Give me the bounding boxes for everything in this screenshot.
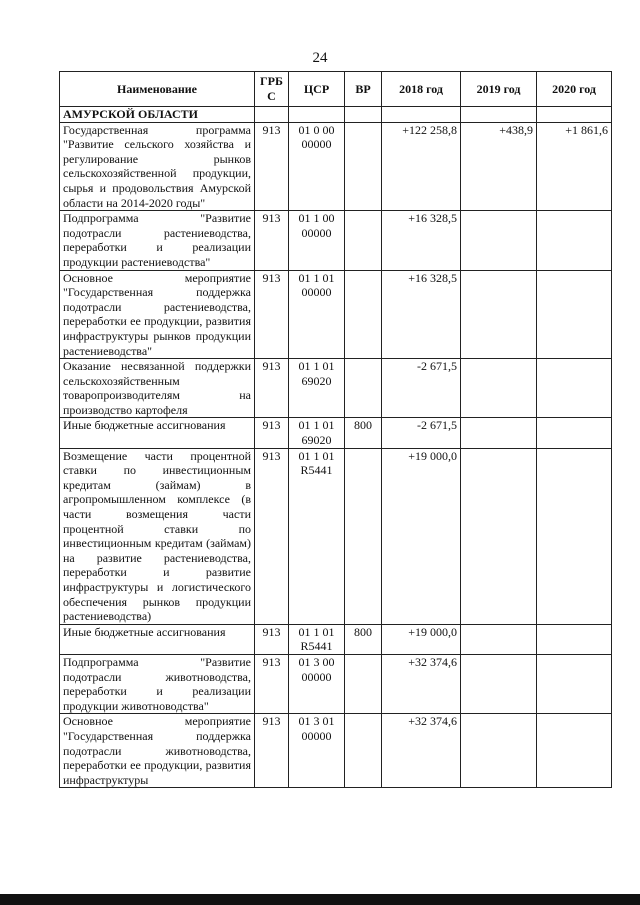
row-2018: +122 258,8 <box>382 122 461 211</box>
row-2019 <box>461 448 537 624</box>
header-csr: ЦСР <box>289 72 345 107</box>
region-cell <box>382 107 461 123</box>
page-number: 24 <box>312 50 328 66</box>
row-grbs: 913 <box>255 122 289 211</box>
row-name: Возмещение части процентной ставки по инвестиционным кредитам (займам) в агропромышленном комплексе (в части возмещения части процентной ставки по инвестиционным кредитам (займам) на развитие растениеводства, переработки и развитие инфраструктуры и логистического обеспечения рынков продукции растениеводства) <box>60 448 255 624</box>
row-csr: 01 1 01 00000 <box>289 270 345 359</box>
row-2019 <box>461 270 537 359</box>
row-2020 <box>537 654 612 713</box>
row-grbs: 913 <box>255 418 289 448</box>
row-vr <box>345 448 382 624</box>
row-name: Иные бюджетные ассигнования <box>60 418 255 448</box>
table-row <box>60 122 612 211</box>
row-2020 <box>537 624 612 654</box>
table-row <box>60 714 612 788</box>
row-csr: 01 3 00 00000 <box>289 654 345 713</box>
row-csr: 01 0 00 00000 <box>289 122 345 211</box>
row-2020: +1 861,6 <box>537 122 612 211</box>
row-grbs: 913 <box>255 270 289 359</box>
table-row <box>60 270 612 359</box>
row-2018: +16 328,5 <box>382 211 461 270</box>
row-2019 <box>461 624 537 654</box>
row-name: Оказание несвязанной поддержки сельскохозяйственным товаропроизводителям на производство картофеля <box>60 359 255 418</box>
row-vr <box>345 714 382 788</box>
table-row <box>60 448 612 624</box>
row-name: Основное мероприятие "Государственная поддержка подотрасли животноводства, переработки ее продукции, развития инфраструктуры <box>60 714 255 788</box>
row-2019 <box>461 211 537 270</box>
row-csr: 01 3 01 00000 <box>289 714 345 788</box>
row-2018: -2 671,5 <box>382 418 461 448</box>
row-vr: 800 <box>345 624 382 654</box>
row-name: Основное мероприятие "Государственная поддержка подотрасли растениеводства, переработки ее продукции, развития инфраструктуры рынков продукции растениеводства" <box>60 270 255 359</box>
table-row <box>60 211 612 270</box>
row-2020 <box>537 714 612 788</box>
header-grbs: ГРБ С <box>255 72 289 107</box>
row-grbs: 913 <box>255 714 289 788</box>
row-2020 <box>537 359 612 418</box>
region-cell <box>461 107 537 123</box>
row-name: Иные бюджетные ассигнования <box>60 624 255 654</box>
table-row <box>60 418 612 448</box>
row-name: Подпрограмма "Развитие подотрасли животноводства, переработки и реализации продукции животноводства" <box>60 654 255 713</box>
row-vr <box>345 359 382 418</box>
row-vr <box>345 654 382 713</box>
header-vr: ВР <box>345 72 382 107</box>
row-2020 <box>537 448 612 624</box>
row-2018: +19 000,0 <box>382 448 461 624</box>
region-row <box>60 107 612 123</box>
row-2019 <box>461 714 537 788</box>
row-csr: 01 1 01 69020 <box>289 359 345 418</box>
header-2019: 2019 год <box>461 72 537 107</box>
header-2020: 2020 год <box>537 72 612 107</box>
region-cell <box>255 107 289 123</box>
row-2019 <box>461 418 537 448</box>
region-cell <box>537 107 612 123</box>
row-csr: 01 1 01 R5441 <box>289 448 345 624</box>
header-2018: 2018 год <box>382 72 461 107</box>
row-2018: +32 374,6 <box>382 714 461 788</box>
row-2018: +32 374,6 <box>382 654 461 713</box>
row-csr: 01 1 00 00000 <box>289 211 345 270</box>
row-grbs: 913 <box>255 359 289 418</box>
row-csr: 01 1 01 69020 <box>289 418 345 448</box>
table-row <box>60 624 612 654</box>
region-name: АМУРСКОЙ ОБЛАСТИ <box>60 107 255 123</box>
header-name: Наименование <box>60 72 255 107</box>
row-vr <box>345 270 382 359</box>
row-2018: -2 671,5 <box>382 359 461 418</box>
budget-table <box>59 71 612 788</box>
row-vr <box>345 211 382 270</box>
table-row <box>60 654 612 713</box>
row-grbs: 913 <box>255 624 289 654</box>
row-name: Подпрограмма "Развитие подотрасли растениеводства, переработки и реализации продукции растениеводства" <box>60 211 255 270</box>
row-vr <box>345 122 382 211</box>
row-2019 <box>461 359 537 418</box>
row-csr: 01 1 01 R5441 <box>289 624 345 654</box>
row-grbs: 913 <box>255 448 289 624</box>
row-2019 <box>461 654 537 713</box>
table-row <box>60 359 612 418</box>
row-2018: +19 000,0 <box>382 624 461 654</box>
table-header-row <box>60 72 612 107</box>
row-name: Государственная программа "Развитие сельского хозяйства и регулирование рынков сельскохозяйственной продукции, сырья и продовольствия Амурской области на 2014-2020 годы" <box>60 122 255 211</box>
row-2018: +16 328,5 <box>382 270 461 359</box>
row-grbs: 913 <box>255 211 289 270</box>
row-vr: 800 <box>345 418 382 448</box>
row-2020 <box>537 418 612 448</box>
row-2019: +438,9 <box>461 122 537 211</box>
row-grbs: 913 <box>255 654 289 713</box>
region-cell <box>289 107 345 123</box>
scan-edge-bar <box>0 894 640 905</box>
row-2020 <box>537 211 612 270</box>
row-2020 <box>537 270 612 359</box>
region-cell <box>345 107 382 123</box>
